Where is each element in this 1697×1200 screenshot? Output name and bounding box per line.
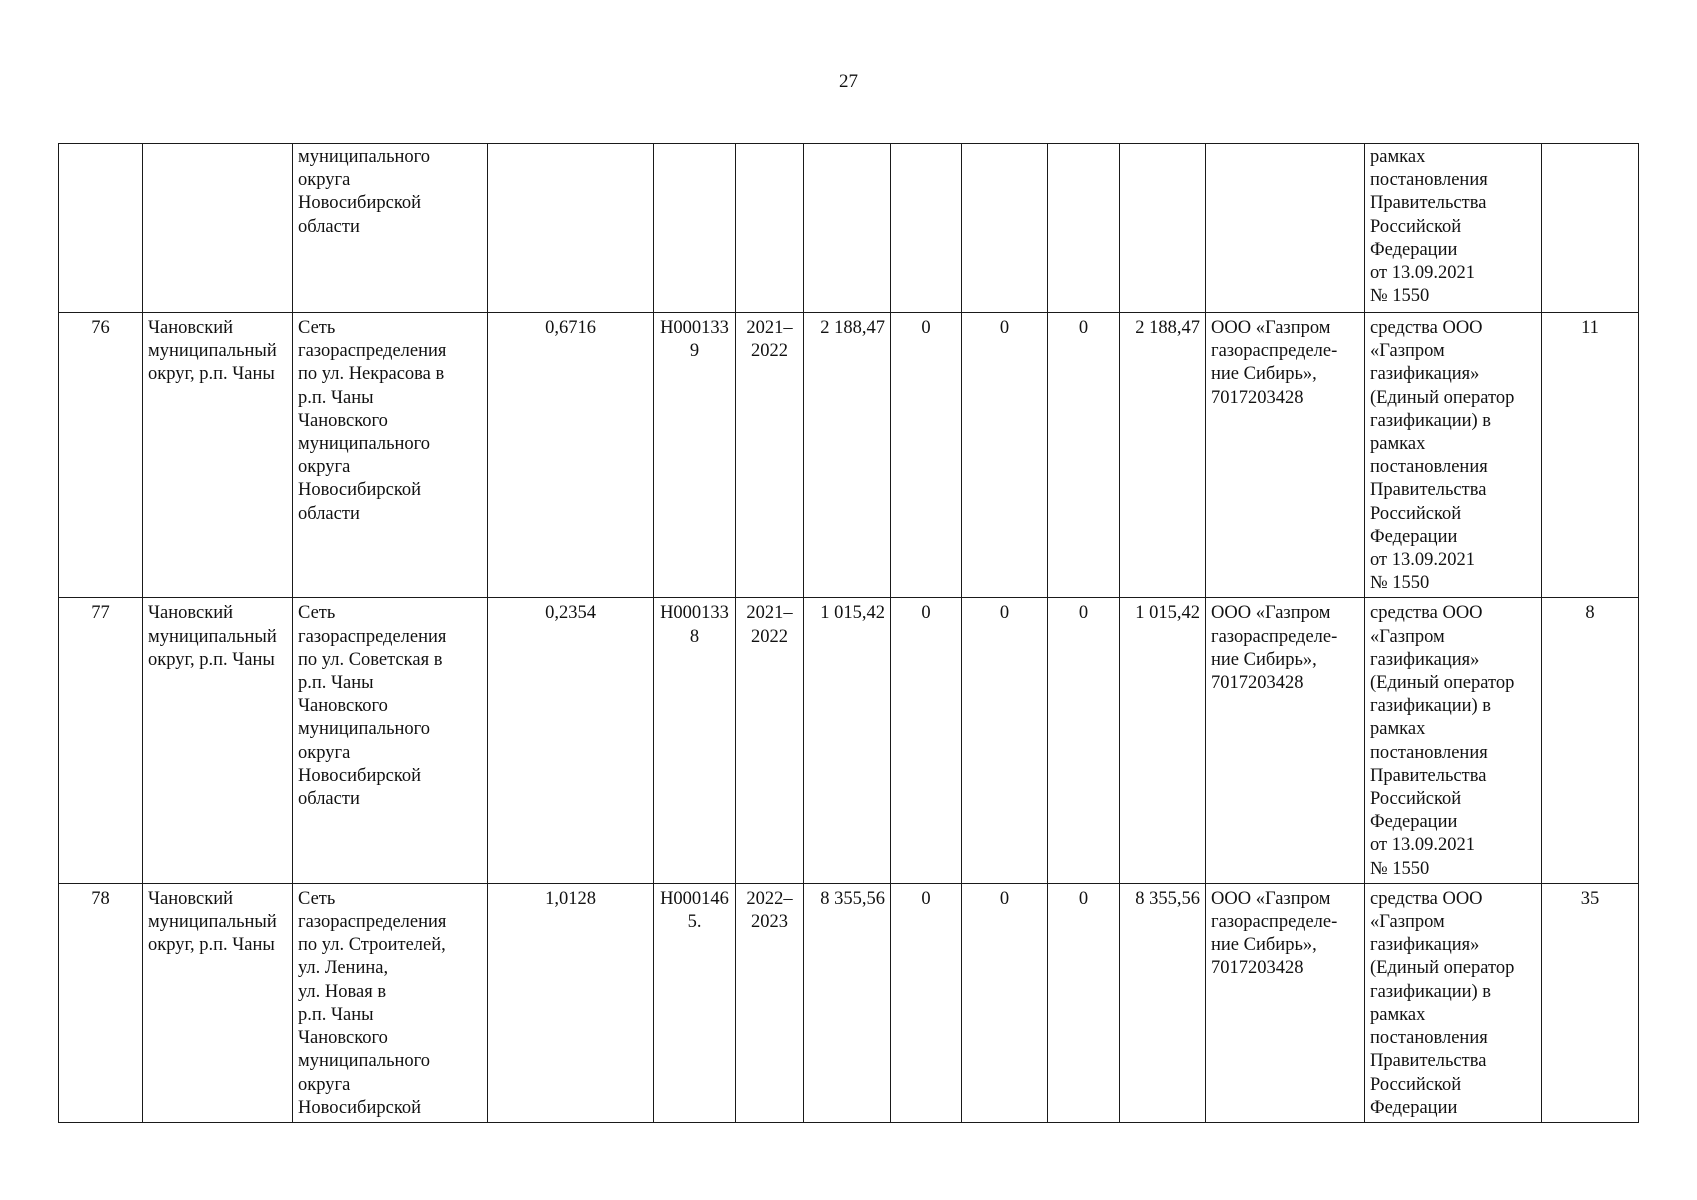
cell-col7 <box>891 144 962 313</box>
cell-num <box>59 144 143 313</box>
cell-col10 <box>1120 144 1206 313</box>
cell-col10: 1 015,42 <box>1120 598 1206 883</box>
cell-period <box>736 144 804 313</box>
cell-col9 <box>1048 144 1120 313</box>
cell-code: Н000146 5. <box>654 883 736 1122</box>
page-number: 27 <box>839 71 858 92</box>
cell-last: 11 <box>1542 313 1639 598</box>
cell-col7: 0 <box>891 598 962 883</box>
cell-object: муниципального округа Новосибирской области <box>293 144 488 313</box>
cell-col8 <box>962 144 1048 313</box>
gas-network-table <box>58 143 1639 1123</box>
cell-object: Сеть газораспределения по ул. Советская в р.п. Чаны Чановского муниципального округа Новосибирской области <box>293 598 488 883</box>
cell-cost-total <box>804 144 891 313</box>
cell-funding: рамках постановления Правительства Российской Федерации от 13.09.2021 № 1550 <box>1365 144 1542 313</box>
cell-code: Н000133 8 <box>654 598 736 883</box>
cell-funding: средства ООО «Газпром газификация» (Единый оператор газификации) в рамках постановления Правительства Российской Федерации от 13.09.2021 № 1550 <box>1365 598 1542 883</box>
cell-cost-total: 8 355,56 <box>804 883 891 1122</box>
cell-num: 78 <box>59 883 143 1122</box>
cell-object: Сеть газораспределения по ул. Строителей, ул. Ленина, ул. Новая в р.п. Чаны Чановского муниципального округа Новосибирской <box>293 883 488 1122</box>
cell-district: Чановский муниципальный округ, р.п. Чаны <box>143 598 293 883</box>
cell-col7: 0 <box>891 313 962 598</box>
cell-period: 2021– 2022 <box>736 313 804 598</box>
cell-district <box>143 144 293 313</box>
cell-district: Чановский муниципальный округ, р.п. Чаны <box>143 313 293 598</box>
cell-period: 2022– 2023 <box>736 883 804 1122</box>
cell-col8: 0 <box>962 598 1048 883</box>
cell-num: 77 <box>59 598 143 883</box>
table-row <box>59 883 1639 1122</box>
cell-num: 76 <box>59 313 143 598</box>
table-row <box>59 144 1639 313</box>
cell-executor <box>1206 144 1365 313</box>
cell-length <box>488 144 654 313</box>
cell-period: 2021– 2022 <box>736 598 804 883</box>
cell-length: 1,0128 <box>488 883 654 1122</box>
cell-col8: 0 <box>962 313 1048 598</box>
cell-col9: 0 <box>1048 598 1120 883</box>
table-row <box>59 598 1639 883</box>
cell-executor: ООО «Газпром газораспределе- ние Сибирь», 7017203428 <box>1206 883 1365 1122</box>
cell-last: 8 <box>1542 598 1639 883</box>
cell-object: Сеть газораспределения по ул. Некрасова в р.п. Чаны Чановского муниципального округа Новосибирской области <box>293 313 488 598</box>
cell-col7: 0 <box>891 883 962 1122</box>
cell-cost-total: 1 015,42 <box>804 598 891 883</box>
cell-length: 0,2354 <box>488 598 654 883</box>
cell-code: Н000133 9 <box>654 313 736 598</box>
cell-district: Чановский муниципальный округ, р.п. Чаны <box>143 883 293 1122</box>
cell-cost-total: 2 188,47 <box>804 313 891 598</box>
cell-executor: ООО «Газпром газораспределе- ние Сибирь», 7017203428 <box>1206 598 1365 883</box>
cell-length: 0,6716 <box>488 313 654 598</box>
cell-funding: средства ООО «Газпром газификация» (Единый оператор газификации) в рамках постановления Правительства Российской Федерации от 13.09.2021 № 1550 <box>1365 313 1542 598</box>
cell-col9: 0 <box>1048 313 1120 598</box>
cell-last: 35 <box>1542 883 1639 1122</box>
cell-executor: ООО «Газпром газораспределе- ние Сибирь», 7017203428 <box>1206 313 1365 598</box>
cell-funding: средства ООО «Газпром газификация» (Единый оператор газификации) в рамках постановления Правительства Российской Федерации <box>1365 883 1542 1122</box>
cell-col10: 2 188,47 <box>1120 313 1206 598</box>
cell-code <box>654 144 736 313</box>
cell-col9: 0 <box>1048 883 1120 1122</box>
cell-col8: 0 <box>962 883 1048 1122</box>
cell-col10: 8 355,56 <box>1120 883 1206 1122</box>
table-row <box>59 313 1639 598</box>
cell-last <box>1542 144 1639 313</box>
